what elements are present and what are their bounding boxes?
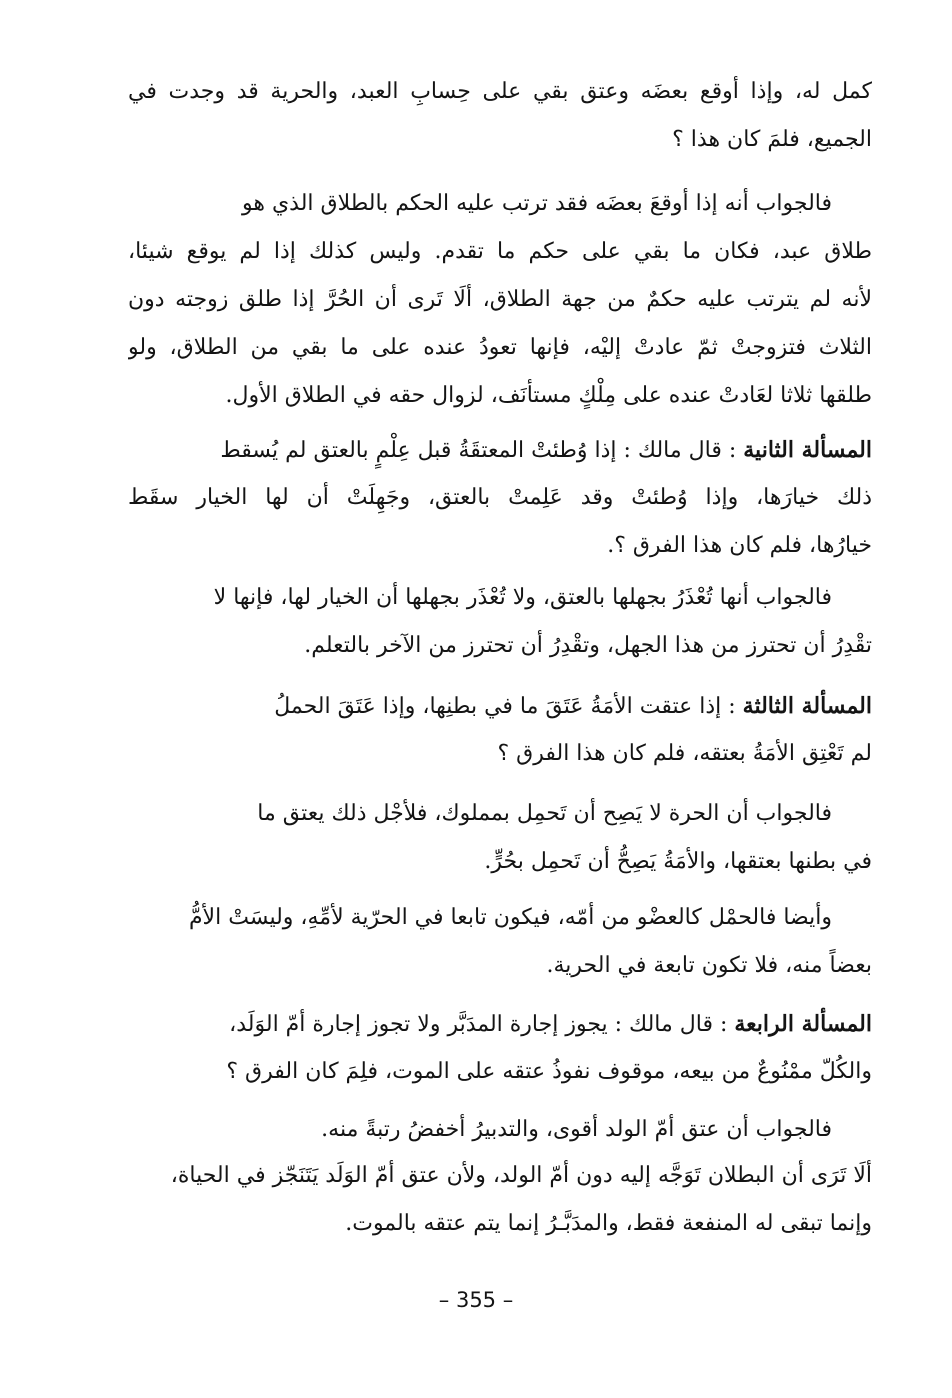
text-line: وأيضا فالحمْل كالعضْو من أمّه، فيكون تابعا في الحرّية لأمِّهِ، وليسَتْ الأمُّ xyxy=(188,905,832,930)
question-heading: المسألة الثانية xyxy=(743,437,872,463)
paragraph xyxy=(128,68,872,164)
text-line xyxy=(128,426,872,474)
text-line: فالجواب أن الحرة لا يَصِح أن تَحمِل بمملوك، فلأجْل ذلك يعتق ما xyxy=(257,801,832,826)
text-line: الثلاث فتزوجتْ ثمّ عادتْ إليْه، فإنها تعودُ عنده على ما بقي من الطلاق، ولو xyxy=(128,335,872,360)
paragraph xyxy=(128,682,872,778)
text-line: فالجواب أنه إذا أوقعَ بعضَه فقد ترتب عليه الحكم بالطلاق الذي هو xyxy=(241,191,832,216)
text-line: فالجواب أن عتق أمّ الولد أقوى، والتدبيرُ أخفضُ رتبةً منه. xyxy=(321,1117,832,1142)
paragraph xyxy=(128,180,872,420)
text-run: : إذا عتقت الأمَةُ عَتَقَ ما في بطنِها، وإذا عَتَقَ الحملُ xyxy=(274,694,743,719)
text-line xyxy=(128,682,872,730)
question-heading: المسألة الثالثة xyxy=(742,693,872,719)
text-line: الجميع، فلمَ كان هذا ؟ xyxy=(672,127,872,152)
text-line: لم تَعْتِق الأمَةُ بعتقه، فلم كان هذا الفرق ؟ xyxy=(497,741,872,766)
text-run: : قال مالك : يجوز إجارة المدَبَّر ولا تجوز إجارة أمّ الوَلَد، xyxy=(229,1012,735,1037)
paragraph xyxy=(128,574,872,670)
text-line: تقْدِرُ أن تحترز من هذا الجهل، وتقْدِرُ أن تحترز من الآخر بالتعلم. xyxy=(304,633,872,658)
text-line: بعضاً منه، فلا تكون تابعة في الحرية. xyxy=(546,953,872,978)
paragraph xyxy=(128,1152,872,1248)
text-line: طلقها ثلاثا لعَادتْ عنده على مِلْكٍ مستأنَف، لزوال حقه في الطلاق الأول. xyxy=(225,383,872,408)
page-body xyxy=(128,68,872,1358)
text-line: ألَا تَرَى أن البطلان تَوَجَّه إليه دون أمّ الولد، ولأن عتق أمّ الوَلَد يَتَنَجّز في الحياة، xyxy=(170,1163,872,1188)
text-line: وإنما تبقى له المنفعة فقط، والمدَبَّـرُ إنما يتم عتقه بالموت. xyxy=(345,1211,872,1236)
text-line: خيارُها، فلم كان هذا الفرق ؟. xyxy=(607,533,872,558)
text-line: والكُلّ ممْنُوعٌ من بيعه، موقوف نفوذُ عتقه على الموت، فلِمَ كان الفرق ؟ xyxy=(226,1059,872,1084)
text-line: في بطنها بعتقها، والأمَةُ يَصِحُّ أن تَحمِل بحُرٍّ. xyxy=(484,849,872,874)
text-run: : قال مالك : إذا وُطئتْ المعتقَةُ قبل عِلْمٍ بالعتق لم يُسقط xyxy=(220,438,744,463)
text-line: طلاق عبد، فكان ما بقي على حكم ما تقدم. وليس كذلك إذا لم يوقع شيئا، xyxy=(128,239,872,264)
paragraph xyxy=(128,1000,872,1096)
paragraph xyxy=(128,894,872,990)
page-number: – 355 – xyxy=(438,1288,514,1312)
text-line: كمل له، وإذا أوقع بعضَه وعتق بقي على حِسابِ العبد، والحرية قد وجدت في xyxy=(128,79,872,104)
text-line xyxy=(128,1000,872,1048)
text-line: ذلك خيارَها، وإذا وُطئتْ وقد عَلِمتْ بالعتق، وجَهِلَتْ أن لها الخيار سقَط xyxy=(128,485,872,510)
text-line: فالجواب أنها تُعْذَرُ بجهلها بالعتق، ولا تُعْذَر بجهلها أن الخيار لها، فإنها لا xyxy=(213,585,832,610)
paragraph xyxy=(128,790,872,886)
paragraph xyxy=(128,426,872,570)
text-line: لأنه لم يترتب عليه حكمٌ من جهة الطلاق، ألَا تَرى أن الحُرَّ إذا طلق زوجته دون xyxy=(128,287,872,312)
paragraph xyxy=(128,1106,872,1154)
question-heading: المسألة الرابعة xyxy=(734,1011,872,1037)
